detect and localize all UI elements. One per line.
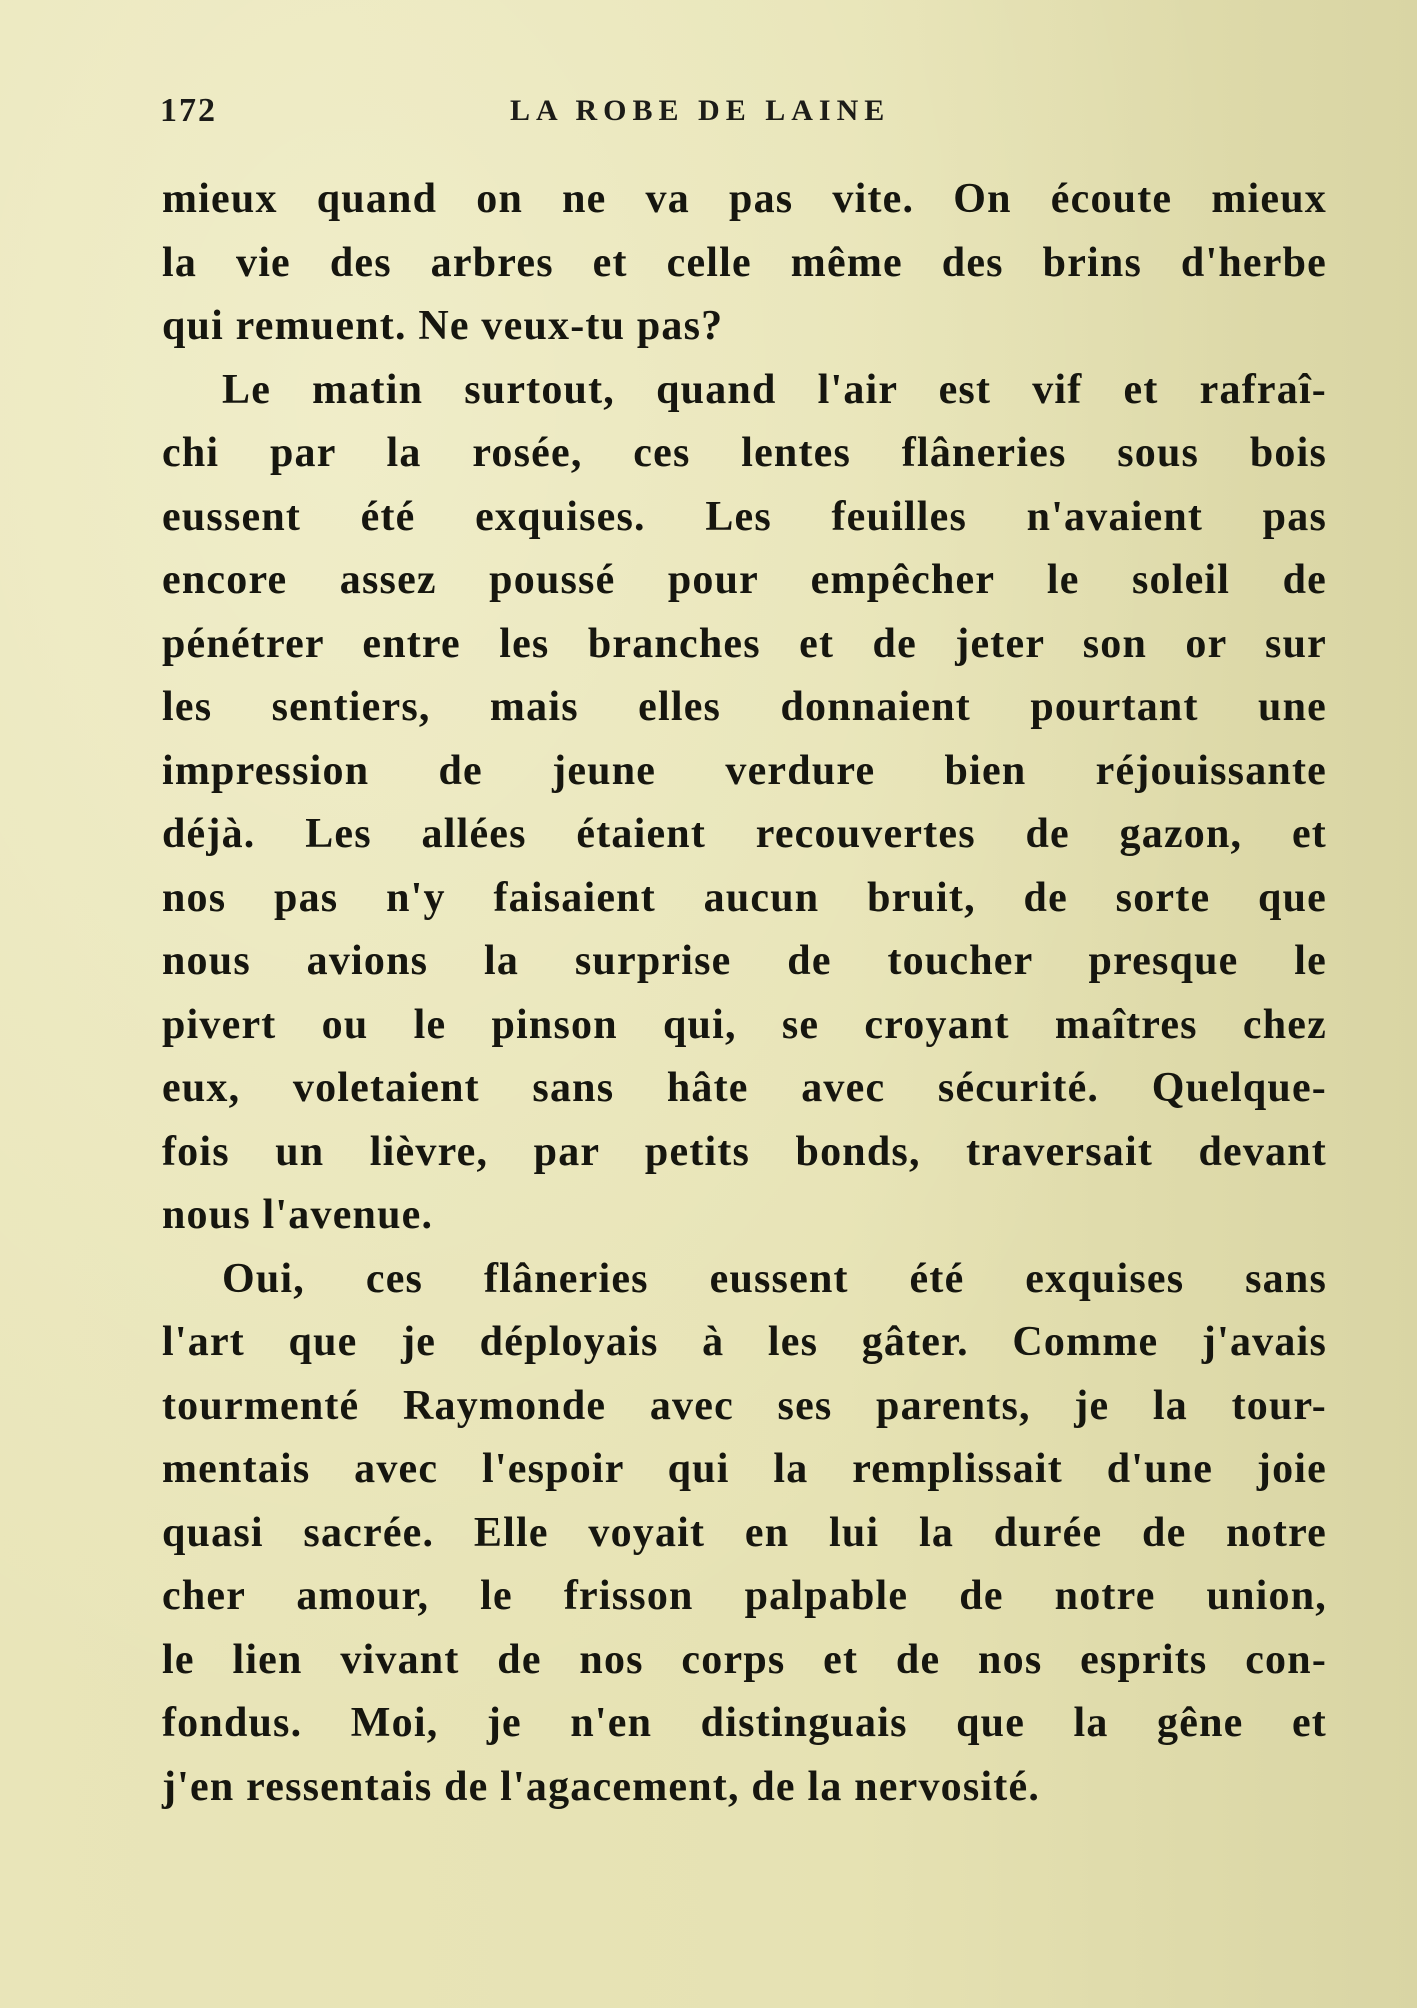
text-line: le lien vivant de nos corps et de nos esprits con- (162, 1636, 1327, 1683)
text-line: qui remuent. Ne veux-tu pas? (162, 303, 724, 349)
text-line: eussent été exquises. Les feuilles n'avaient pas (162, 493, 1327, 540)
text-line: tourmenté Raymonde avec ses parents, je la tour- (162, 1382, 1327, 1429)
running-head: LA ROBE DE LAINE (510, 94, 891, 127)
text-line: Le matin surtout, quand l'air est vif et rafraî- (222, 366, 1327, 413)
paragraph (162, 359, 1327, 1248)
text-line: Oui, ces flâneries eussent été exquises sans (222, 1255, 1327, 1302)
page-number: 172 (160, 92, 217, 129)
paragraph (162, 168, 1327, 359)
text-line: cher amour, le frisson palpable de notre union, (162, 1573, 1327, 1619)
page-header (160, 92, 1320, 142)
text-line: j'en ressentais de l'agacement, de la nervosité. (162, 1763, 1041, 1810)
text-line: la vie des arbres et celle même des brins d'herbe (162, 239, 1327, 286)
text-line: quasi sacrée. Elle voyait en lui la durée de notre (162, 1509, 1327, 1556)
text-line: impression de jeune verdure bien réjouissante (162, 747, 1327, 794)
body-text (162, 168, 1327, 1819)
text-line: nos pas n'y faisaient aucun bruit, de sorte que (162, 874, 1327, 921)
text-line: encore assez poussé pour empêcher le soleil de (162, 557, 1327, 603)
text-line: pénétrer entre les branches et de jeter son or sur (162, 620, 1327, 667)
text-line: chi par la rosée, ces lentes flâneries sous bois (162, 430, 1327, 476)
text-line: nous l'avenue. (162, 1192, 434, 1238)
text-line: déjà. Les allées étaient recouvertes de gazon, et (162, 811, 1327, 857)
paragraph (162, 1248, 1327, 1820)
text-line: mentais avec l'espoir qui la remplissait d'une joie (162, 1446, 1327, 1492)
text-line: l'art que je déployais à les gâter. Comme j'avais (162, 1319, 1327, 1365)
text-line: fondus. Moi, je n'en distinguais que la gêne et (162, 1700, 1327, 1746)
text-line: pivert ou le pinson qui, se croyant maîtres chez (162, 1001, 1327, 1048)
text-line: fois un lièvre, par petits bonds, traversait devant (162, 1128, 1327, 1175)
text-line: eux, voletaient sans hâte avec sécurité. Quelque- (162, 1065, 1327, 1111)
text-line: les sentiers, mais elles donnaient pourtant une (162, 684, 1327, 730)
text-line: nous avions la surprise de toucher presque le (162, 938, 1327, 984)
text-line: mieux quand on ne va pas vite. On écoute mieux (162, 176, 1327, 222)
